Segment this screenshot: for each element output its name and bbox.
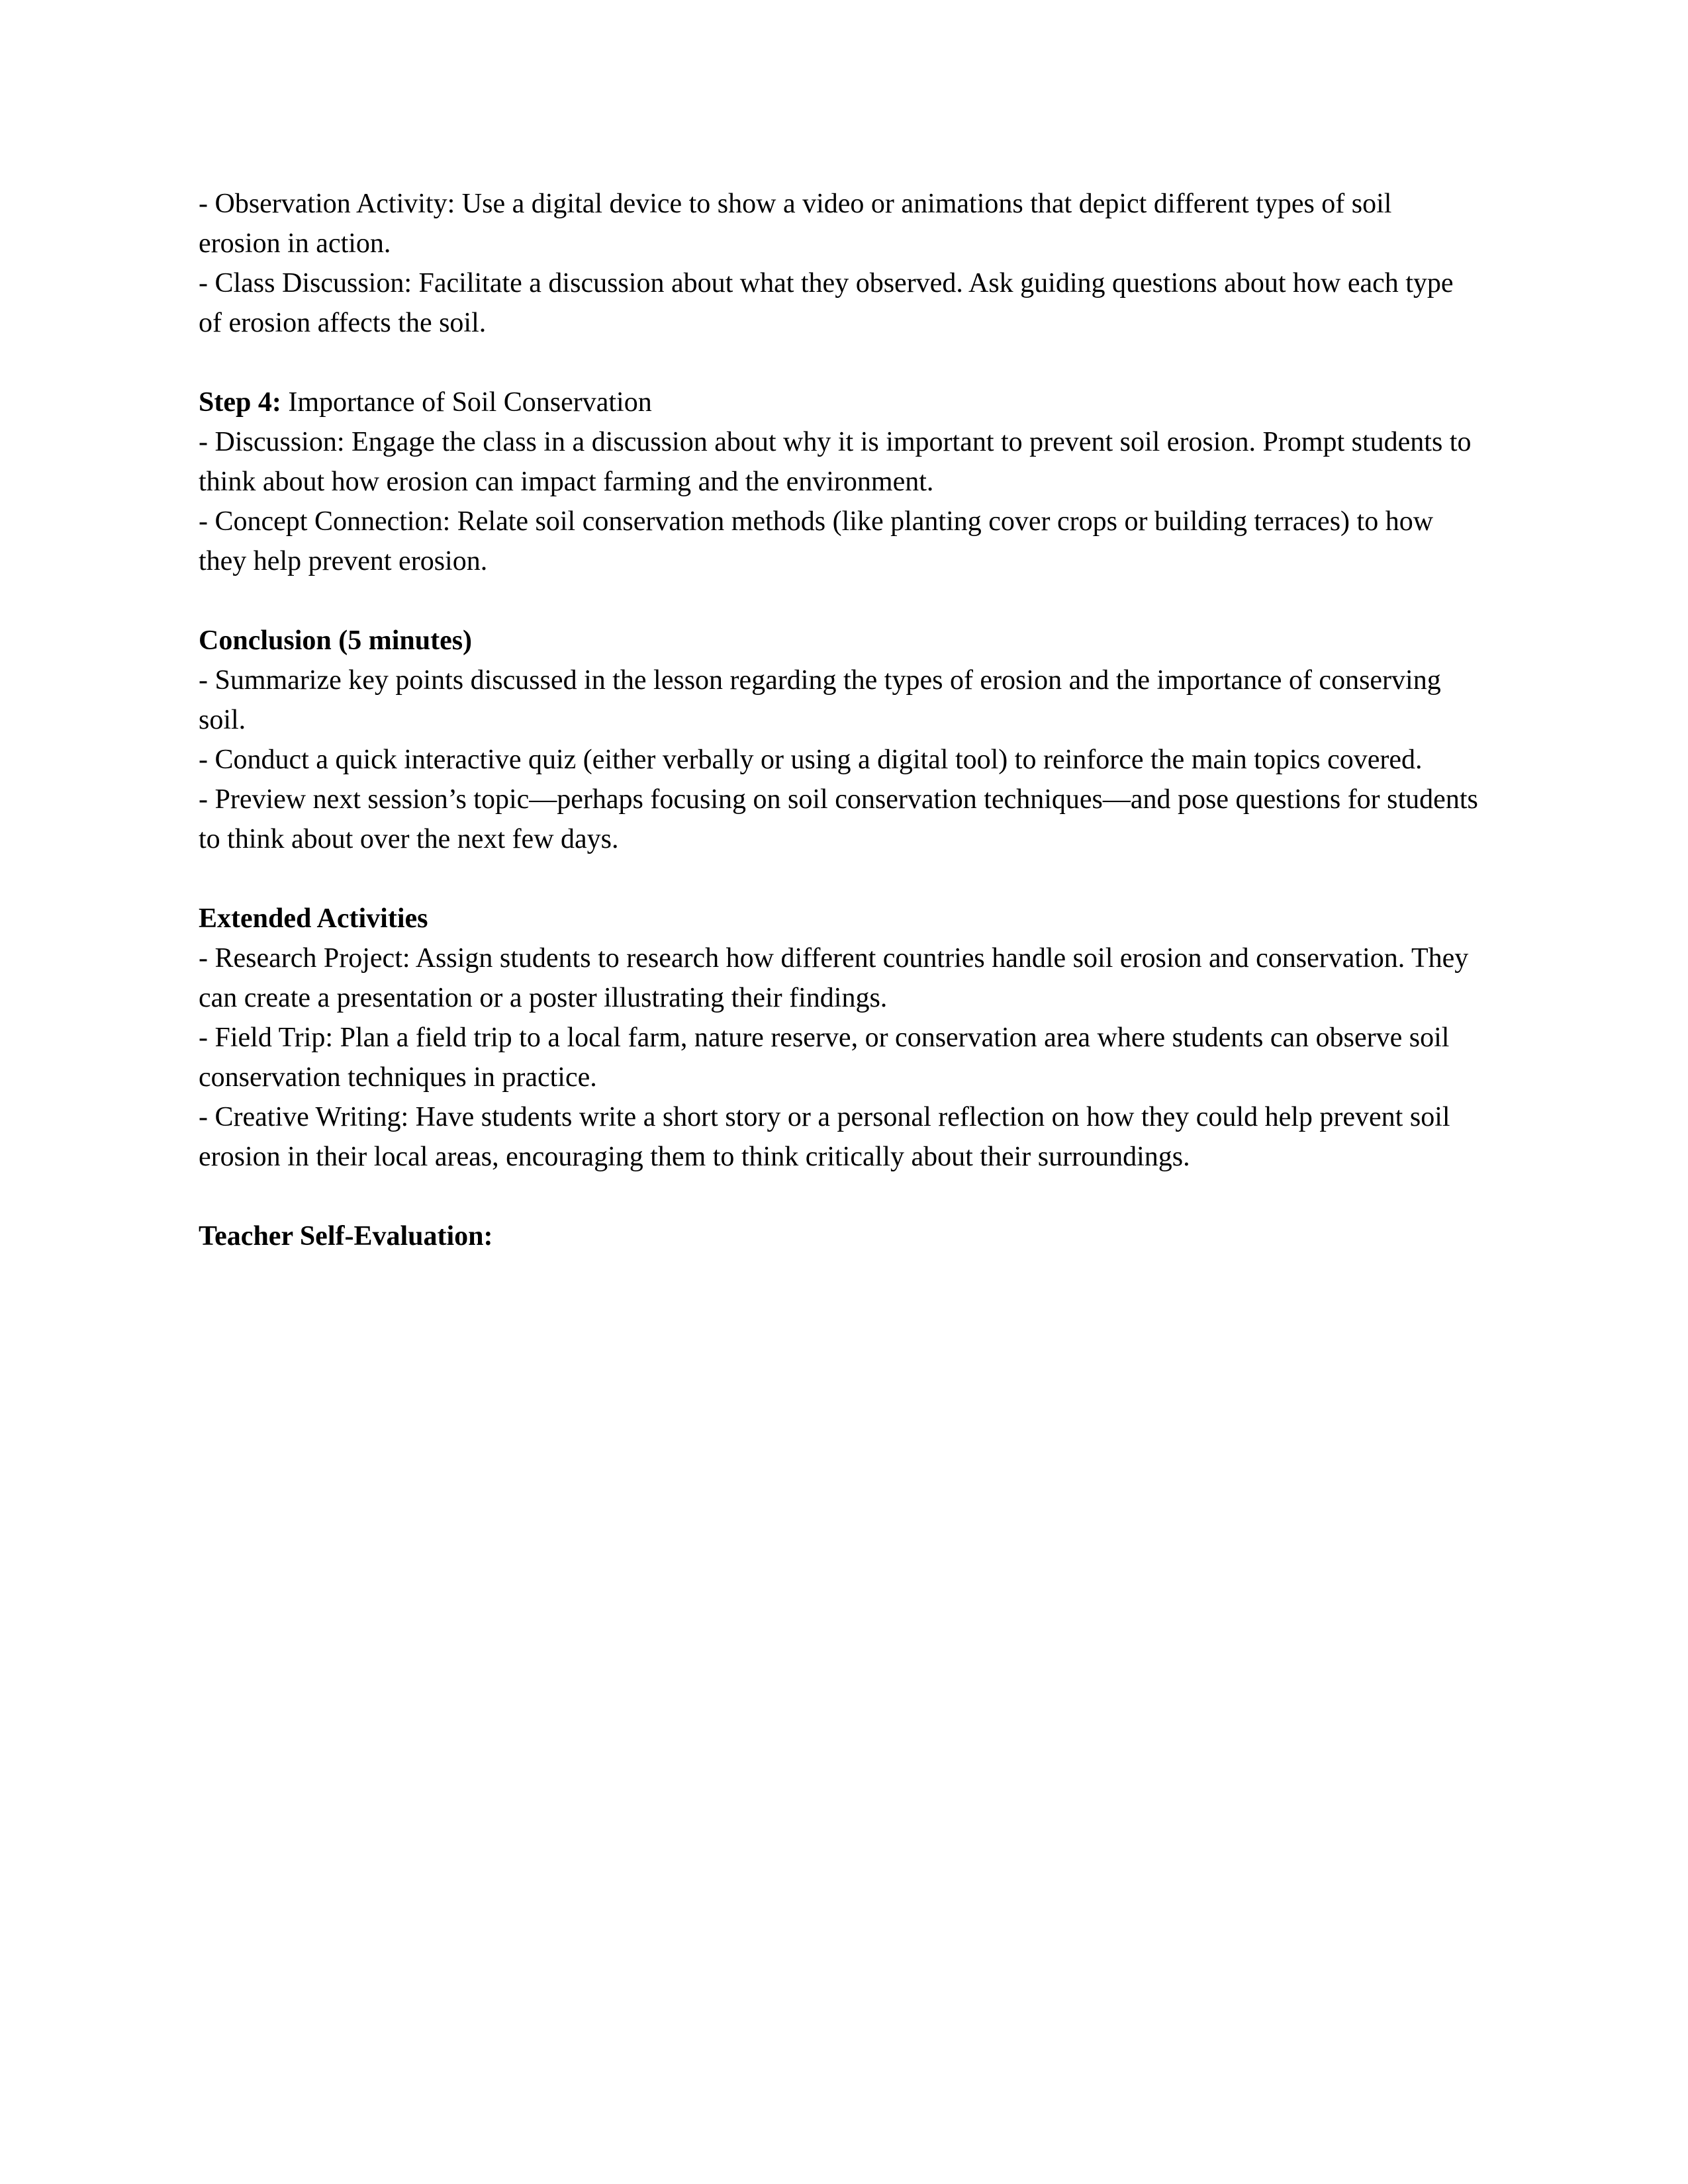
paragraph-extended-creative-writing: - Creative Writing: Have students write a short story or a personal reflection on how they could help prevent soil erosion in their local areas, encouraging them to think critically about their surroundings. bbox=[199, 1102, 1450, 1172]
paragraph-conclusion-quiz: - Conduct a quick interactive quiz (either verbally or using a digital tool) to reinforce the main topics covered. bbox=[199, 745, 1423, 775]
heading-teacher-self-evaluation: Teacher Self-Evaluation: bbox=[199, 1221, 493, 1251]
paragraph-extended-field-trip: - Field Trip: Plan a field trip to a local farm, nature reserve, or conservation area where students can observe soil conservation techniques in practice. bbox=[199, 1023, 1450, 1093]
heading-step-4 bbox=[199, 383, 1479, 422]
paragraph-observation-activity: - Observation Activity: Use a digital device to show a video or animations that depict different types of soil erosion in action. bbox=[199, 189, 1392, 259]
paragraph-extended-research-project: - Research Project: Assign students to research how different countries handle soil erosion and conservation. They can create a presentation or a poster illustrating their findings. bbox=[199, 943, 1469, 1013]
paragraph-conclusion-summarize: - Summarize key points discussed in the lesson regarding the types of erosion and the importance of conserving soil. bbox=[199, 665, 1441, 735]
paragraph-spacer bbox=[199, 1177, 1479, 1216]
paragraph-spacer bbox=[199, 343, 1479, 383]
paragraph-conclusion-preview: - Preview next session’s topic—perhaps focusing on soil conservation techniques—and pose questions for students to think about over the next few days. bbox=[199, 784, 1478, 854]
paragraph-class-discussion: - Class Discussion: Facilitate a discussion about what they observed. Ask guiding questions about how each type of erosion affects the soil. bbox=[199, 268, 1454, 338]
heading-step-4-title: Importance of Soil Conservation bbox=[281, 387, 652, 418]
heading-step-4-label: Step 4: bbox=[199, 387, 281, 418]
heading-extended-activities: Extended Activities bbox=[199, 903, 428, 934]
heading-conclusion: Conclusion (5 minutes) bbox=[199, 625, 473, 656]
paragraph-spacer bbox=[199, 859, 1479, 899]
paragraph-step-4-concept-connection: - Concept Connection: Relate soil conservation methods (like planting cover crops or building terraces) to how they help prevent erosion. bbox=[199, 506, 1434, 576]
paragraph-spacer bbox=[199, 581, 1479, 621]
paragraph-step-4-discussion: - Discussion: Engage the class in a discussion about why it is important to prevent soil erosion. Prompt students to think about how erosion can impact farming and the environment. bbox=[199, 427, 1472, 497]
document-body bbox=[199, 184, 1479, 1256]
